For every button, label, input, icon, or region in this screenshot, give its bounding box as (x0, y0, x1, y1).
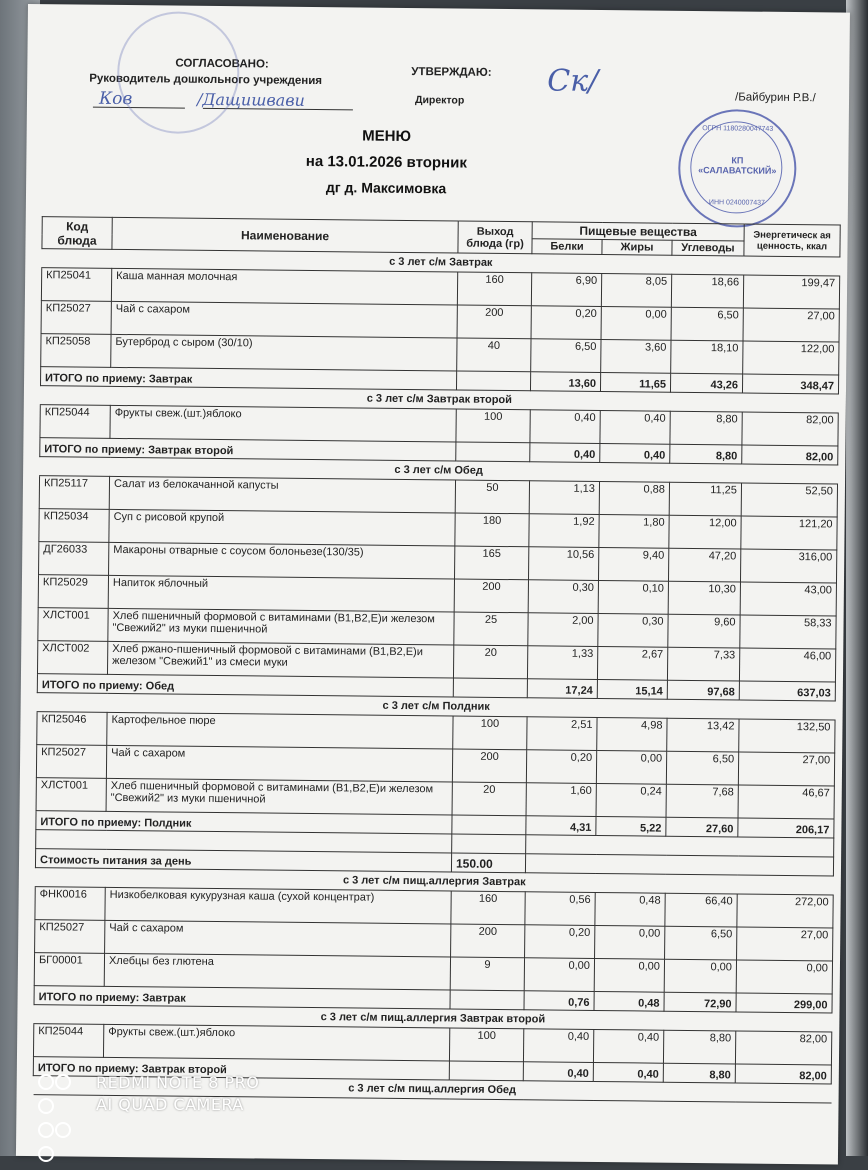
dish-energy: 121,20 (741, 516, 837, 550)
total-carbs: 97,68 (667, 680, 739, 700)
dish-name: Фрукты свеж.(шт.)яблоко (103, 1024, 449, 1061)
total-fat: 15,14 (597, 680, 667, 700)
total-protein: 13,60 (530, 372, 600, 392)
total-protein: 0,76 (524, 991, 594, 1011)
total-label: ИТОГО по приему: Завтрак второй (40, 438, 456, 461)
dish-fat: 9,40 (598, 548, 668, 582)
dish-carbs: 6,50 (666, 751, 738, 785)
dish-output: 50 (455, 480, 529, 514)
director-name: /Байбурин Р.В./ (734, 91, 816, 105)
total-label: ИТОГО по приему: Завтрак (34, 986, 450, 1009)
dish-protein: 0,40 (530, 410, 600, 444)
section-label: с 3 лет с/м Завтрак (42, 249, 840, 276)
dish-output: 160 (457, 272, 531, 306)
dish-name: Чай с сахаром (111, 301, 457, 338)
dish-protein: 0,00 (524, 958, 594, 992)
dish-carbs: 18,10 (671, 340, 743, 374)
total-output-empty (453, 678, 527, 698)
dish-energy: 82,00 (742, 412, 838, 446)
dish-energy: 132,50 (739, 719, 835, 753)
dish-output: 25 (454, 612, 528, 646)
dish-code: ХЛСТ001 (38, 608, 108, 642)
dish-carbs: 9,60 (668, 614, 740, 648)
total-energy: 637,03 (739, 681, 835, 701)
dish-name: Хлебцы без глютена (104, 953, 450, 990)
total-label: ИТОГО по приему: Завтрак (41, 367, 457, 390)
dish-carbs: 12,00 (669, 515, 741, 549)
total-protein: 0,40 (523, 1062, 593, 1082)
dish-energy: 0,00 (736, 960, 832, 994)
header-nutrients: Пищевые вещества (532, 222, 744, 241)
dish-code: КП25044 (40, 405, 110, 439)
header-name: Наименование (112, 217, 458, 253)
total-energy: 82,00 (742, 445, 838, 465)
dish-energy: 58,33 (740, 615, 836, 649)
dish-energy: 27,00 (737, 927, 833, 961)
blank-cell (452, 834, 526, 854)
section-label: с 3 лет с/м пищ.аллергия Завтрак второй (34, 1005, 832, 1032)
dish-fat: 8,05 (601, 274, 671, 308)
dish-output: 200 (451, 924, 525, 958)
dish-fat: 0,30 (598, 614, 668, 648)
total-energy: 299,00 (736, 993, 832, 1013)
dish-output: 20 (452, 782, 526, 816)
dish-protein: 6,50 (531, 339, 601, 373)
dish-protein: 1,60 (526, 783, 596, 817)
dish-carbs: 6,50 (671, 307, 743, 341)
dish-code: ФНК0016 (35, 887, 105, 921)
dish-code: КП25029 (38, 575, 108, 609)
dish-name: Чай с сахаром (106, 745, 452, 782)
total-carbs: 43,26 (670, 373, 742, 393)
dish-fat: 0,40 (600, 411, 670, 445)
total-protein: 0,40 (530, 443, 600, 463)
dish-output: 20 (453, 645, 527, 679)
total-protein: 4,31 (526, 816, 596, 836)
dish-energy: 27,00 (738, 752, 834, 786)
dish-name: Суп с рисовой крупой (109, 509, 455, 546)
dish-code: КП25046 (37, 712, 107, 746)
dish-protein: 0,56 (525, 892, 595, 926)
dish-fat: 0,40 (593, 1029, 663, 1063)
dish-protein: 10,56 (528, 547, 598, 581)
total-carbs: 8,80 (663, 1063, 735, 1083)
dish-output: 200 (452, 749, 526, 783)
dish-code: КП25027 (36, 745, 106, 779)
total-fat: 11,65 (600, 373, 670, 393)
dish-name: Чай с сахаром (105, 920, 451, 957)
dish-carbs: 7,33 (667, 647, 739, 681)
dish-fat: 0,88 (599, 482, 669, 516)
dish-output: 200 (457, 305, 531, 339)
dish-name: Напиток яблочный (108, 575, 454, 612)
dish-name: Салат из белокачанной капусты (109, 476, 455, 513)
menu-date: на 13.01.2026 вторник (305, 152, 467, 172)
menu-table-body (33, 249, 840, 1103)
dish-protein: 0,30 (528, 580, 598, 614)
dish-carbs: 18,66 (671, 274, 743, 308)
dish-carbs: 8,80 (663, 1030, 735, 1064)
dish-protein: 0,40 (523, 1029, 593, 1063)
daily-cost-label: Стоимость питания за день (35, 849, 451, 872)
dish-energy: 199,47 (743, 275, 839, 309)
dish-code: КП25044 (33, 1024, 103, 1058)
dish-energy: 43,00 (740, 582, 836, 616)
approve-label: УТВЕРЖДАЮ: (411, 66, 492, 79)
dish-name: Хлеб пшеничный формовой с витаминами (В1,В2,Е)и железом "Свежий2" из муки пшеничной (108, 608, 454, 645)
dish-protein: 0,20 (531, 306, 601, 340)
dish-fat: 0,00 (594, 958, 664, 992)
dish-output: 100 (449, 1028, 523, 1062)
header-output: Выход блюда (гр) (458, 221, 532, 254)
agreed-label: СОГЛАСОВАНО: (175, 57, 269, 71)
dish-energy: 122,00 (743, 341, 839, 375)
dish-name: Каша манная молочная (111, 268, 457, 305)
menu-table (33, 216, 841, 1103)
dish-protein: 0,20 (525, 925, 595, 959)
dish-code: ХЛСТ002 (37, 641, 107, 675)
signature-name-left: /Дащишвави (196, 89, 305, 110)
section-label: с 3 лет с/м пищ.аллергия Завтрак (35, 868, 833, 895)
dish-fat: 0,00 (595, 925, 665, 959)
dish-protein: 1,92 (529, 514, 599, 548)
section-label: с 3 лет с/м Обед (40, 457, 838, 484)
dish-output: 100 (456, 409, 530, 443)
header-protein: Белки (532, 239, 602, 255)
total-output-empty (452, 815, 526, 835)
total-label: ИТОГО по приему: Завтрак второй (33, 1057, 449, 1080)
total-energy: 348,47 (742, 374, 838, 394)
dish-carbs: 10,30 (668, 581, 740, 615)
dish-output: 180 (455, 513, 529, 547)
page-title: МЕНЮ (362, 127, 412, 146)
dish-output: 100 (453, 716, 527, 750)
dish-energy: 82,00 (735, 1031, 831, 1065)
director-label: Директор (414, 94, 465, 107)
dish-fat: 1,80 (599, 515, 669, 549)
total-fat: 0,40 (593, 1062, 663, 1082)
dish-carbs: 6,50 (665, 926, 737, 960)
dish-energy: 46,00 (739, 648, 835, 682)
dish-fat: 0,48 (595, 892, 665, 926)
dish-carbs: 7,68 (666, 784, 738, 818)
watermark-line-1: REDMI NOTE 8 PRO (96, 1073, 260, 1092)
dish-protein: 6,90 (531, 273, 601, 307)
dish-name: Макароны отварные с соусом болоньезе(130/35) (109, 542, 455, 579)
dish-carbs: 47,20 (668, 548, 740, 582)
dish-protein: 1,13 (529, 481, 599, 515)
dish-code: КП25041 (41, 268, 111, 302)
dish-carbs: 13,42 (667, 718, 739, 752)
dish-code: КП25027 (35, 920, 105, 954)
dish-energy: 316,00 (740, 549, 836, 583)
total-output-empty (456, 371, 530, 391)
total-output-empty (450, 990, 524, 1010)
header-energy: Энергетическ ая ценность, ккал (744, 224, 840, 257)
dish-carbs: 8,80 (670, 411, 742, 445)
dish-carbs: 66,40 (665, 893, 737, 927)
dish-fat: 0,00 (601, 307, 671, 341)
dish-code: БГ00001 (34, 953, 104, 987)
watermark-line-2: AI QUAD CAMERA (96, 1095, 244, 1114)
signature-left-icon: Ков (98, 88, 133, 110)
dish-energy: 46,67 (738, 785, 834, 819)
header-carbs: Углеводы (672, 240, 744, 256)
stamp-inn: ИНН 0240007437 (708, 199, 766, 207)
stamp-ogrn: ОГРН 1180280047743 (702, 125, 774, 133)
dish-fat: 4,98 (597, 717, 667, 751)
dish-protein: 2,51 (527, 717, 597, 751)
menu-place: дг д. Максимовка (325, 179, 447, 197)
dish-energy: 27,00 (743, 308, 839, 342)
dish-code: ХЛСТ001 (36, 778, 106, 812)
total-output-empty (449, 1061, 523, 1081)
dish-energy: 272,00 (737, 894, 833, 928)
dish-code: КП25034 (39, 509, 109, 543)
dish-output: 200 (454, 579, 528, 613)
total-output-empty (456, 442, 530, 462)
total-carbs: 27,60 (666, 817, 738, 837)
director-signature-icon: Ск/ (547, 63, 599, 99)
dish-output: 160 (451, 891, 525, 925)
agreed-by: Руководитель дошкольного учреждения (89, 72, 323, 88)
dish-name: Низкобелковая кукурузная каша (сухой концентрат) (105, 887, 451, 924)
dish-carbs: 11,25 (669, 482, 741, 516)
dish-protein: 0,20 (526, 750, 596, 784)
total-energy: 206,17 (738, 818, 834, 838)
dish-energy: 52,50 (741, 483, 837, 517)
total-protein: 17,24 (527, 679, 597, 699)
dish-protein: 2,00 (528, 613, 598, 647)
dish-output: 9 (450, 957, 524, 991)
stamp-center: КП «САЛАВАТСКИЙ» (698, 155, 777, 176)
total-label: ИТОГО по приему: Обед (37, 674, 453, 697)
dish-code: КП25117 (39, 476, 109, 510)
background-right (846, 0, 868, 1156)
dish-protein: 1,33 (527, 646, 597, 680)
daily-cost-value: 150.00 (451, 853, 525, 873)
dish-code: КП25058 (41, 334, 111, 368)
total-carbs: 72,90 (664, 992, 736, 1012)
dish-fat: 2,67 (597, 647, 667, 681)
total-fat: 0,40 (600, 444, 670, 464)
total-label: ИТОГО по приему: Полдник (36, 811, 452, 834)
seal-stamp-icon (117, 11, 240, 134)
total-energy: 82,00 (735, 1064, 831, 1084)
total-carbs: 8,80 (670, 444, 742, 464)
section-label: с 3 лет с/м Полдник (37, 693, 835, 720)
header-fat: Жиры (602, 240, 672, 256)
dish-name: Фрукты свеж.(шт.)яблоко (110, 405, 456, 442)
dish-name: Картофельное пюре (107, 712, 453, 749)
dish-fat: 3,60 (601, 340, 671, 374)
dish-fat: 0,00 (596, 750, 666, 784)
dish-fat: 0,24 (596, 783, 666, 817)
section-label: с 3 лет с/м Завтрак второй (40, 386, 838, 413)
menu-document (16, 4, 850, 1165)
section-label: с 3 лет с/м пищ.аллергия Обед (33, 1076, 831, 1103)
dish-carbs: 0,00 (664, 959, 736, 993)
total-fat: 5,22 (596, 816, 666, 836)
dish-code: КП25027 (41, 301, 111, 335)
dish-code: ДГ26033 (39, 542, 109, 576)
dish-fat: 0,10 (598, 581, 668, 615)
header-code: Код блюда (42, 217, 112, 250)
dish-name: Хлеб пшеничный формовой с витаминами (В1,В2,Е)и железом "Свежий2" из муки пшеничной (106, 778, 452, 815)
dish-output: 165 (455, 546, 529, 580)
dish-name: Бутерброд с сыром (30/10) (111, 334, 457, 371)
total-fat: 0,48 (594, 991, 664, 1011)
dish-name: Хлеб ржано-пшеничный формовой с витаминами (В1,В2,Е)и железом "Свежий1" из смеси муки (107, 641, 453, 678)
dish-output: 40 (457, 338, 531, 372)
